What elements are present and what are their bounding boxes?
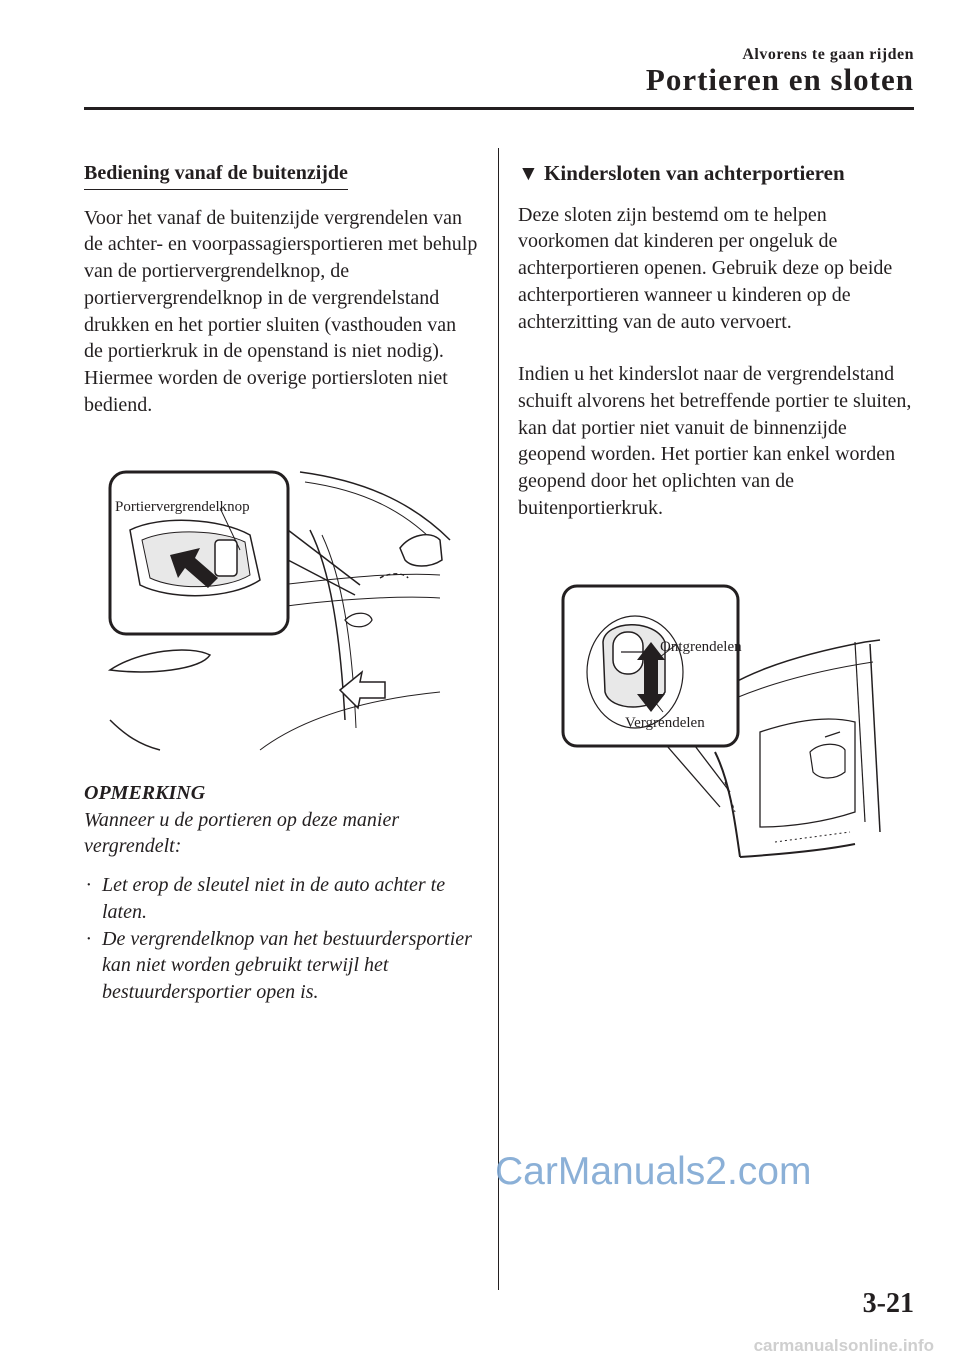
child-lock-figure <box>555 582 885 872</box>
note-intro: Wanneer u de portieren op deze manier vergrendelt: <box>84 808 400 858</box>
paragraph: Hiermee worden de overige portiersloten niet bediend. <box>84 366 448 416</box>
section-header: Alvorens te gaan rijden <box>742 46 914 63</box>
watermark-logo: CarManuals2.com <box>495 1150 812 1193</box>
section-heading <box>518 160 918 187</box>
page-title: Portieren en sloten <box>645 62 914 97</box>
header-rule <box>84 107 914 110</box>
note-block <box>84 770 479 1006</box>
paragraph: Voor het vanaf de buitenzijde vergrendelen van de achter- en voorpassagiersportieren met behulp van de portiervergrendelknop, de portiervergrendelknop in de vergrendelstand drukken en het portier sluiten (vasthouden van de portierkruk in de openstand is niet nodig). <box>84 206 478 363</box>
paragraph: Indien u het kinderslot naar de vergrendelstand schuift alvorens het betreffende portier te sluiten, kan dat portier niet vanuit de binnenzijde geopend worden. Het portier kan enkel worden geopend door het oplichten van de buitenportierkruk. <box>518 363 912 519</box>
section-heading-text: Kindersloten van achterportieren <box>544 161 845 185</box>
figure-label-lock: Vergrendelen <box>625 715 705 731</box>
bullet-dot: · <box>86 874 91 897</box>
list-item: · Let erop de sleutel niet in de auto achter te laten. <box>86 874 446 923</box>
note-list <box>84 872 479 1006</box>
footer-url: carmanualsonline.info <box>753 1336 934 1355</box>
paragraph: Deze sloten zijn bestemd om te helpen voorkomen dat kinderen per ongeluk de achterportieren openen. Gebruik deze op beide achterportieren wanneer u kinderen op de achterzitting van de auto vervoert. <box>518 203 893 333</box>
left-column <box>84 160 479 418</box>
door-lock-knob-figure <box>100 460 470 760</box>
note-title: OPMERKING <box>84 782 206 804</box>
triangle-marker-icon: ▼ <box>518 161 539 185</box>
column-divider <box>498 148 499 1290</box>
subheading: Bediening vanaf de buitenzijde <box>84 160 348 190</box>
list-item: · De vergrendelknop van het bestuurdersportier kan niet worden gebruikt terwijl het bestuurdersportier open is. <box>86 927 472 1003</box>
figure-label-unlock: Ontgrendelen <box>660 639 742 655</box>
bullet-dot: · <box>86 927 91 950</box>
figure-label-lock-knob: Portiervergrendelknop <box>115 499 250 515</box>
right-column <box>518 160 918 521</box>
page-number: 3-21 <box>862 1288 914 1319</box>
